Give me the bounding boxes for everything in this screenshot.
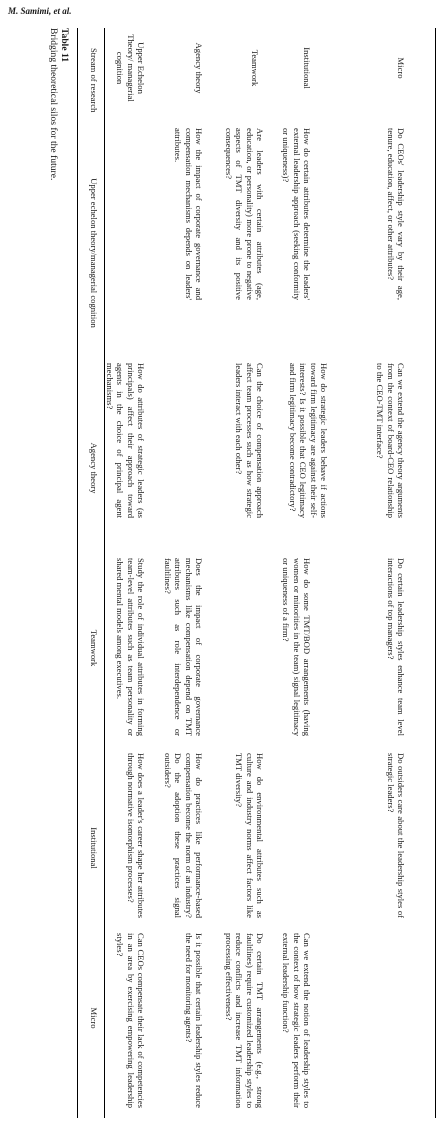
cell-teamwork-agency: Can the choice of compensation approach affect team processes such as how strategic leaders interact with each other? (234, 363, 265, 518)
row-label-micro: Micro (396, 57, 406, 79)
cell-agency-institutional: How do practices like performance-based compensation become the norm of an industry? Do the adoption these practices signal outsiders? (162, 753, 204, 918)
cell-institutional-agency: How do strategic leaders behave if actions toward firm legitimacy are against their self-interests? Is it possible that CEO legitimacy and firm legitimacy become contradictory? (287, 363, 329, 518)
header-upper-echelon: Upper echelon theory/managerial cognition (89, 178, 99, 328)
header-institutional: Institutional (89, 827, 99, 869)
cell-micro-upper: Do CEOs' leadership style vary by their age, tenure, education, affect, or other attributes? (385, 128, 406, 300)
running-head: M. Samimi, et al. (8, 6, 72, 16)
cell-agency-teamwork: Does the impact of corporate governance mechanisms like compensation depend on TMT attributes such as role interdependence or faultlines? (162, 558, 204, 736)
header-agency-theory: Agency theory (89, 442, 99, 494)
cell-institutional-teamwork: How do some TMT/BOD arrangements (having women or minorities in the team) signal legitimacy or uniqueness of a firm? (281, 558, 312, 736)
table-title: Bridging theoretical silos for the future. (48, 28, 59, 181)
cell-teamwork-micro: Do certain TMT arrangements (e.g., strong faultlines) require customized leadership styles to reduce conflicts and increase TMT information processing effectiveness? (223, 933, 265, 1108)
header-micro: Micro (89, 1007, 99, 1029)
cell-micro-agency: Can we extend the agency theory arguments from the context of board-CEO relationship to the CEO-TMT interface? (375, 363, 406, 518)
rotated-table-page (26, 28, 436, 1118)
cell-teamwork-institutional: How do environmental attributes such as culture and industry norms affect factors like TMT diversity? (234, 753, 265, 918)
header-teamwork: Teamwork (89, 629, 99, 667)
cell-institutional-micro: Can we extend the notion of leadership styles to the context of how strategic leaders perform their external leadership function? (281, 933, 312, 1108)
row-label-institutional: Institutional (302, 47, 312, 89)
table-header-rule (104, 28, 105, 1118)
cell-micro-teamwork: Do certain leadership styles enhance team level interactions of top managers? (385, 558, 406, 736)
cell-upper-teamwork: Study the role of individual attributes in forming team-level attributes such as team personality or shared mental models among executives. (115, 558, 146, 736)
row-label-agency-theory: Agency theory (194, 42, 204, 94)
table-caption (48, 28, 70, 628)
row-label-upper-echelon: Upper Echelon Theory/ managerial cognition (115, 34, 146, 102)
table-bottom-rule (435, 28, 436, 1118)
cell-institutional-upper: How do certain attributes determine the leaders' external leadership approach (seeking conformity or uniqueness)? (281, 128, 312, 300)
row-label-teamwork: Teamwork (250, 49, 260, 87)
cell-teamwork-upper: Are leaders with certain attributes (age, education, or personality) more prone to negative aspects of TMT diversity and its positive consequences? (223, 128, 265, 300)
table-top-rule (77, 28, 78, 1118)
cell-upper-micro: Can CEOs compensate their lack of competencies in an area by exercising empowering leadership styles? (115, 933, 146, 1108)
cell-upper-institutional: How does a leader's career shape her attributes through normative isomorphism processes? (125, 753, 146, 918)
cell-micro-institutional: Do outsiders care about the leadership styles of strategic leaders? (385, 753, 406, 918)
header-stream-of-research: Stream of research (89, 48, 99, 113)
cell-agency-micro: Is it possible that certain leadership styles reduce the need for monitoring agents? (183, 933, 204, 1108)
table-number: Table 11 (59, 28, 70, 63)
cell-agency-upper: How the impact of corporate governance and compensation mechanisms depends on leaders' attributes. (173, 128, 204, 300)
cell-upper-agency: How do attributes of strategic leaders (as principals) affect their approach toward agents in the choice of principal agent mechanisms? (104, 363, 146, 518)
